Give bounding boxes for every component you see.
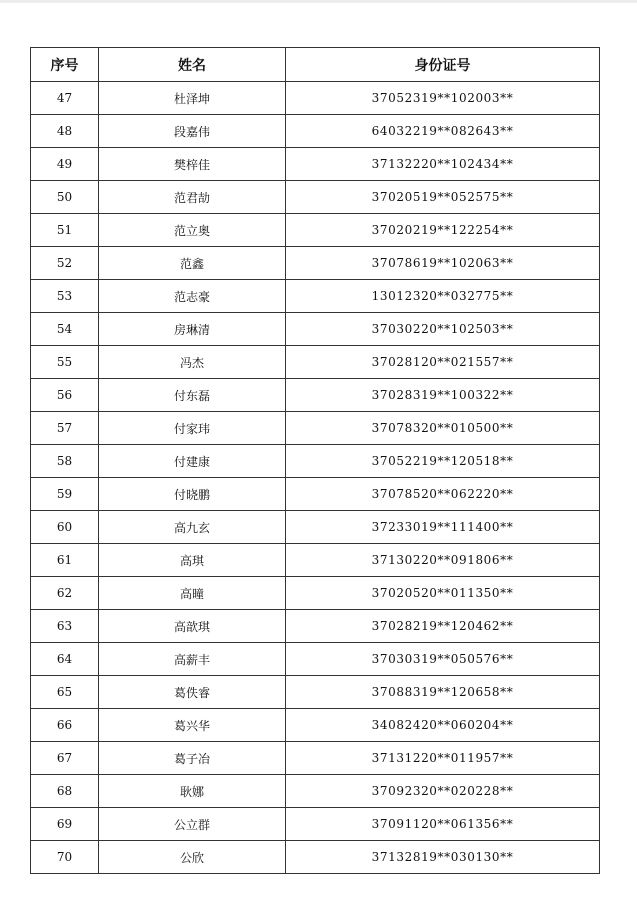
table-row — [31, 313, 600, 346]
row-name-cell: 付东磊 — [99, 379, 286, 412]
row-name-cell: 高九玄 — [99, 511, 286, 544]
table-row — [31, 247, 600, 280]
row-seq-cell: 60 — [31, 511, 99, 544]
row-seq-cell: 63 — [31, 610, 99, 643]
table-row — [31, 841, 600, 874]
table-row — [31, 511, 600, 544]
table-row — [31, 610, 600, 643]
row-seq-cell: 48 — [31, 115, 99, 148]
table-row — [31, 742, 600, 775]
row-seq-cell: 51 — [31, 214, 99, 247]
row-name-cell: 公欣 — [99, 841, 286, 874]
row-name-cell: 高曈 — [99, 577, 286, 610]
row-id-number-cell: 37052319**102003** — [286, 82, 600, 115]
row-id-number-cell: 37078520**062220** — [286, 478, 600, 511]
row-id-number-cell: 37092320**020228** — [286, 775, 600, 808]
row-seq-cell: 49 — [31, 148, 99, 181]
row-id-number-cell: 37233019**111400** — [286, 511, 600, 544]
row-seq-cell: 66 — [31, 709, 99, 742]
row-name-cell: 杜泽坤 — [99, 82, 286, 115]
table-row — [31, 115, 600, 148]
row-id-number-cell: 37030220**102503** — [286, 313, 600, 346]
row-id-number-cell: 37132819**030130** — [286, 841, 600, 874]
header-row — [31, 48, 600, 82]
row-seq-cell: 64 — [31, 643, 99, 676]
row-name-cell: 范鑫 — [99, 247, 286, 280]
row-seq-cell: 56 — [31, 379, 99, 412]
table-row — [31, 445, 600, 478]
table-row — [31, 148, 600, 181]
row-seq-cell: 50 — [31, 181, 99, 214]
header-name: 姓名 — [99, 48, 286, 82]
row-seq-cell: 65 — [31, 676, 99, 709]
row-name-cell: 樊梓佳 — [99, 148, 286, 181]
row-name-cell: 段嘉伟 — [99, 115, 286, 148]
row-name-cell: 范君劼 — [99, 181, 286, 214]
table-row — [31, 775, 600, 808]
table-row — [31, 181, 600, 214]
row-seq-cell: 69 — [31, 808, 99, 841]
row-id-number-cell: 34082420**060204** — [286, 709, 600, 742]
row-id-number-cell: 37052219**120518** — [286, 445, 600, 478]
table-row — [31, 544, 600, 577]
table-row — [31, 643, 600, 676]
row-id-number-cell: 64032219**082643** — [286, 115, 600, 148]
row-id-number-cell: 37020519**052575** — [286, 181, 600, 214]
row-name-cell: 范立奥 — [99, 214, 286, 247]
row-id-number-cell: 37028319**100322** — [286, 379, 600, 412]
row-seq-cell: 47 — [31, 82, 99, 115]
header-id-number: 身份证号 — [286, 48, 600, 82]
table-row — [31, 280, 600, 313]
row-seq-cell: 68 — [31, 775, 99, 808]
table-row — [31, 676, 600, 709]
row-seq-cell: 59 — [31, 478, 99, 511]
row-name-cell: 高薪丰 — [99, 643, 286, 676]
row-id-number-cell: 37130220**091806** — [286, 544, 600, 577]
roster-table-body — [31, 82, 600, 874]
row-id-number-cell: 37078320**010500** — [286, 412, 600, 445]
roster-table — [30, 47, 600, 874]
row-id-number-cell: 37020520**011350** — [286, 577, 600, 610]
row-name-cell: 付建康 — [99, 445, 286, 478]
row-name-cell: 耿娜 — [99, 775, 286, 808]
row-id-number-cell: 37028120**021557** — [286, 346, 600, 379]
table-row — [31, 412, 600, 445]
page-top-divider — [0, 0, 637, 3]
row-id-number-cell: 37132220**102434** — [286, 148, 600, 181]
row-name-cell: 付家玮 — [99, 412, 286, 445]
table-row — [31, 709, 600, 742]
table-row — [31, 808, 600, 841]
table-row — [31, 379, 600, 412]
row-id-number-cell: 37088319**120658** — [286, 676, 600, 709]
row-name-cell: 葛子冶 — [99, 742, 286, 775]
row-seq-cell: 61 — [31, 544, 99, 577]
row-id-number-cell: 37020219**122254** — [286, 214, 600, 247]
table-row — [31, 577, 600, 610]
row-id-number-cell: 37078619**102063** — [286, 247, 600, 280]
row-name-cell: 冯杰 — [99, 346, 286, 379]
row-id-number-cell: 37030319**050576** — [286, 643, 600, 676]
table-row — [31, 214, 600, 247]
row-seq-cell: 53 — [31, 280, 99, 313]
header-seq: 序号 — [31, 48, 99, 82]
row-seq-cell: 62 — [31, 577, 99, 610]
table-row — [31, 82, 600, 115]
row-seq-cell: 70 — [31, 841, 99, 874]
row-id-number-cell: 13012320**032775** — [286, 280, 600, 313]
row-name-cell: 高歆琪 — [99, 610, 286, 643]
row-seq-cell: 54 — [31, 313, 99, 346]
row-name-cell: 葛佚睿 — [99, 676, 286, 709]
row-id-number-cell: 37131220**011957** — [286, 742, 600, 775]
row-name-cell: 葛兴华 — [99, 709, 286, 742]
row-name-cell: 高琪 — [99, 544, 286, 577]
row-id-number-cell: 37091120**061356** — [286, 808, 600, 841]
table-row — [31, 478, 600, 511]
row-name-cell: 付晓鹏 — [99, 478, 286, 511]
row-seq-cell: 67 — [31, 742, 99, 775]
row-name-cell: 范志豪 — [99, 280, 286, 313]
row-name-cell: 房琳清 — [99, 313, 286, 346]
roster-table-header — [31, 48, 600, 82]
row-seq-cell: 52 — [31, 247, 99, 280]
row-id-number-cell: 37028219**120462** — [286, 610, 600, 643]
row-seq-cell: 57 — [31, 412, 99, 445]
table-row — [31, 346, 600, 379]
row-seq-cell: 55 — [31, 346, 99, 379]
row-name-cell: 公立群 — [99, 808, 286, 841]
row-seq-cell: 58 — [31, 445, 99, 478]
